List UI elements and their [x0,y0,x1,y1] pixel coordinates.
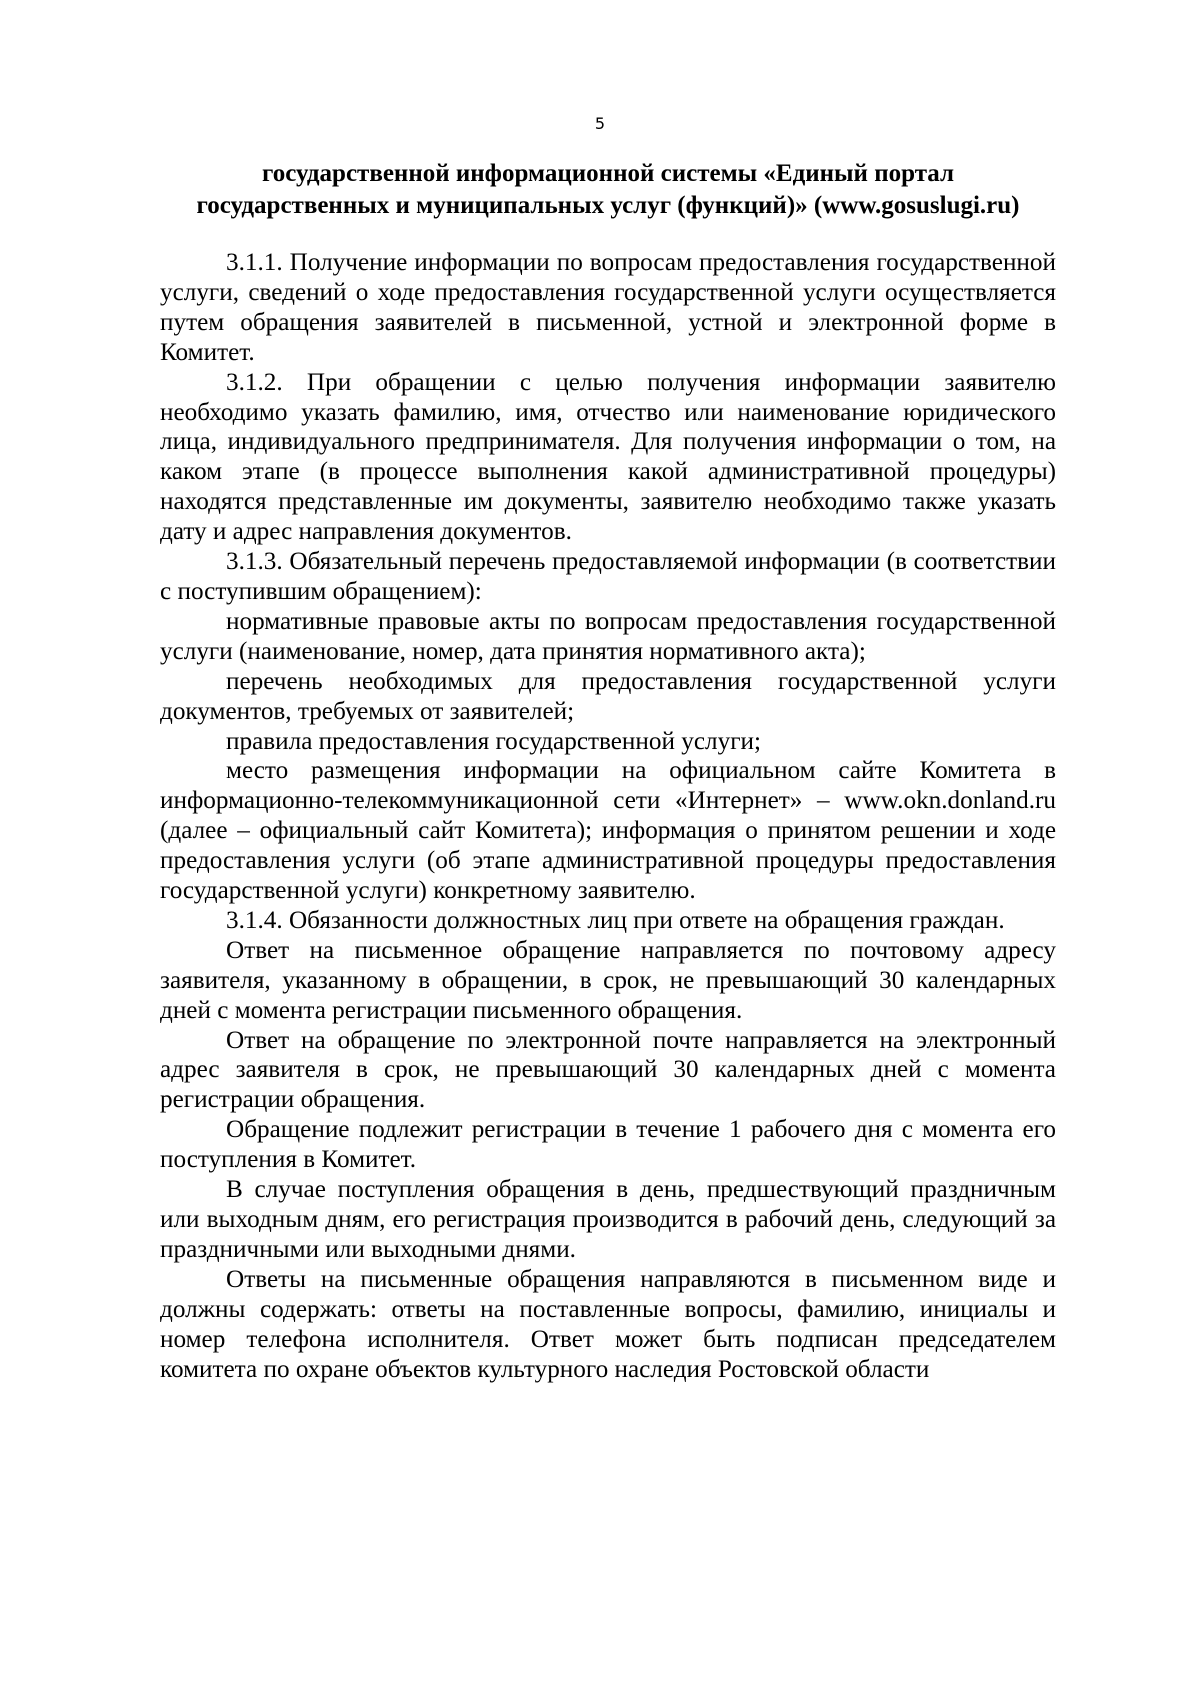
paragraph-registration: Обращение подлежит регистрации в течение 1 рабочего дня с момента его поступления в Комитет. [160,1116,1056,1174]
heading-line-1: государственной информационной системы «Единый портал [261,160,955,187]
paragraph-written-reply: Ответ на письменное обращение направляется по почтовому адресу заявителя, указанному в обращении, в срок, не превышающий 30 календарных дней с момента регистрации письменного обращения. [160,936,1056,1024]
section-heading [160,158,1056,222]
paragraph-3-1-2: 3.1.2. При обращении с целью получения информации заявителю необходимо указать фамилию, имя, отчество или наименование юридического лица, индивидуального предпринимателя. Для получения информации о том, на каком этапе (в процессе выполнения какой административной процедуры) находятся представленные им документы, заявителю необходимо также указать дату и адрес направления документов. [160,368,1056,546]
list-item-normative-acts: нормативные правовые акты по вопросам предоставления государственной услуги (наименование, номер, дата принятия нормативного акта); [160,607,1056,665]
heading-line-2: государственных и муниципальных услуг (функций)» (www.gosuslugi.ru) [196,192,1020,219]
paragraph-3-1-3: 3.1.3. Обязательный перечень предоставляемой информации (в соответствии с поступившим обращением): [160,548,1056,605]
body-text [160,248,1056,1384]
paragraph-email-reply: Ответ на обращение по электронной почте направляется на электронный адрес заявителя в срок, не превышающий 30 календарных дней с момента регистрации обращения. [160,1026,1056,1114]
paragraph-holiday-registration: В случае поступления обращения в день, предшествующий праздничным или выходным дням, его регистрация производится в рабочий день, следующий за праздничными или выходными днями. [160,1176,1056,1263]
list-item-service-rules: правила предоставления государственной услуги; [226,727,761,755]
paragraph-3-1-4: 3.1.4. Обязанности должностных лиц при ответе на обращения граждан. [226,906,1005,934]
paragraph-reply-content: Ответы на письменные обращения направляются в письменном виде и должны содержать: ответы на поставленные вопросы, фамилию, инициалы и номер телефона исполнителя. Ответ может быть подписан председателем комитета по охране объектов культурного наследия Ростовской области [160,1265,1056,1383]
page-number: 5 [594,114,606,133]
paragraph-3-1-1: 3.1.1. Получение информации по вопросам предоставления государственной услуги, сведений о ходе предоставления государственной услуги осуществляется путем обращения заявителей в письменной, устной и электронной форме в Комитет. [160,249,1056,366]
list-item-required-documents: перечень необходимых для предоставления государственной услуги документов, требуемых от заявителей; [160,667,1056,725]
list-item-info-placement: место размещения информации на официальном сайте Комитета в информационно-телекоммуникационной сети «Интернет» – www.okn.donland.ru (далее – официальный сайт Комитета); информация о принятом решении и ходе предоставления услуги (об этапе административной процедуры предоставления государственной услуги) конкретному заявителю. [160,757,1056,905]
